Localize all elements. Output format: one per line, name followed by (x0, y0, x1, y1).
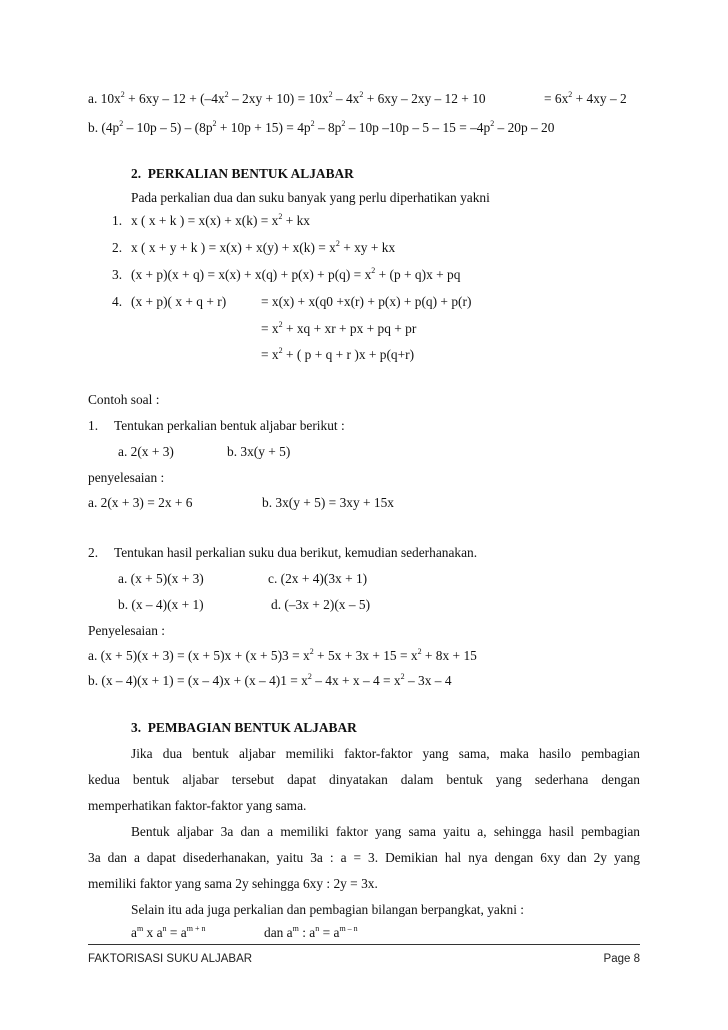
question-2-a: a. (x + 5)(x + 3) (118, 571, 204, 586)
rule-3-number: 3. (112, 267, 123, 282)
question-1-b: b. 3x(y + 5) (227, 444, 291, 459)
rule-4-eq-2: = $x^2$ + xq + xr + px + pq + pr (261, 320, 417, 336)
paragraph-3: Selain itu ada juga perkalian dan pembagian bilangan berpangkat, yakni : (131, 902, 525, 917)
rule-2: x ( x + y + k ) = $x(x) + x(y) + x(k) = x^2$ + xy + kx (131, 239, 396, 255)
rule-4-left: (x + p)( x + q + r) (131, 294, 227, 309)
example-heading: Contoh soal : (88, 392, 160, 407)
footer-divider (88, 944, 640, 945)
solution-1-a: a. 2(x + 3) = 2x + 6 (88, 495, 193, 510)
question-2-d: d. (–3x + 2)(x – 5) (271, 597, 371, 612)
section-3-heading (131, 720, 357, 736)
paragraph-2-line-2: 3a dan a dapat disederhanakan, yaitu 3a : a = 3. Demikian hal nya dengan 6xy dan 2y yang (88, 850, 640, 865)
solution-1-b: b. 3x(y + 5) = 3xy + 15x (262, 495, 395, 510)
exponent-formula-2: dan $a^m$ : $a^n = a^{m - n}$ (264, 924, 358, 940)
rule-3: $(x + p)(x + q) = x(x) + x(q) + p(x) + p(q) = x^2 + (p + q)x$ + pq (131, 266, 461, 282)
intro-line-a-result: = $6x^2 + 4xy - 2$ (544, 90, 627, 106)
question-2-number: 2. (88, 545, 99, 560)
exponent-formula-1: $a^m$ x $a^n = a^{m + n}$ (131, 924, 206, 940)
footer-title: FAKTORISASI SUKU ALJABAR (88, 953, 253, 965)
question-2-text: Tentukan hasil perkalian suku dua berikut, kemudian sederhanakan. (114, 545, 478, 560)
solution-2-b: b. $(x - 4)(x + 1) = (x - 4)x + (x - 4)1 = x^2 - 4x + x - 4 = x^2 - 3x - 4$ (88, 672, 452, 688)
rule-4-number: 4. (112, 294, 123, 309)
section-title: PERKALIAN BENTUK ALJABAR (147, 166, 354, 181)
intro-line-b: b. $(4p^2 - 10p - 5) - (8p^2 + 10p + 15) = 4p^2 - 8p^2 - 10p$ $-10p - 5 - 15 = -4p^2 - 20p - 20$ (88, 119, 555, 135)
page-number: Page 8 (603, 953, 640, 965)
section-number: 2. (131, 166, 142, 181)
solution-2-a: a. $(x + 5)(x + 3) = (x + 5)x + (x + 5)3 = x^2 + 5x + 3x + 15 = x^2 + 8x + 15$ (88, 647, 477, 663)
rule-1: x ( x + k ) = $x(x) + x(k) = x^2$ + kx (131, 212, 310, 228)
question-1-text: Tentukan perkalian bentuk aljabar berikut : (114, 418, 345, 433)
intro-line-a: a. $10x^2 + 6xy - 12 + (-4x^2 - 2xy + 10) = 10x^2 - 4x^2 + 6xy - 2xy - 12 + 10$ (88, 90, 486, 106)
rule-2-number: 2. (112, 240, 123, 255)
solution-label-2: Penyelesaian : (88, 623, 165, 638)
rule-4-eq-1: = x(x) + x(q0 +x(r) + p(x) + p(q) + p(r) (261, 294, 472, 309)
question-2-c: c. (2x + 4)(3x + 1) (268, 571, 368, 586)
question-1-number: 1. (88, 418, 99, 433)
solution-label-1: penyelesaian : (88, 470, 165, 485)
paragraph-2-line-3: memiliki faktor yang sama 2y sehingga 6xy : 2y = 3x. (88, 876, 378, 891)
rule-4-eq-3: = $x^2$ + ( p + q + r )x + p(q+r) (261, 346, 415, 362)
paragraph-1-line-3: memperhatikan faktor-faktor yang sama. (88, 798, 307, 813)
question-2-b: b. (x – 4)(x + 1) (118, 597, 204, 612)
section-2-heading (131, 166, 354, 182)
section-title: PEMBAGIAN BENTUK ALJABAR (147, 720, 357, 735)
paragraph-1-line-1: Jika dua bentuk aljabar memiliki faktor-faktor yang sama, maka hasilo pembagian (131, 746, 640, 761)
paragraph-2-line-1: Bentuk aljabar 3a dan a memiliki faktor yang sama yaitu a, sehingga hasil pembagian (131, 824, 640, 839)
section-number: 3. (131, 720, 142, 735)
paragraph-1-line-2: kedua bentuk aljabar tersebut dapat dinyatakan dalam bentuk yang sederhana dengan (88, 772, 640, 787)
rule-1-number: 1. (112, 213, 123, 228)
question-1-a: a. 2(x + 3) (118, 444, 174, 459)
section-2-intro: Pada perkalian dua dan suku banyak yang perlu diperhatikan yakni (131, 190, 490, 205)
